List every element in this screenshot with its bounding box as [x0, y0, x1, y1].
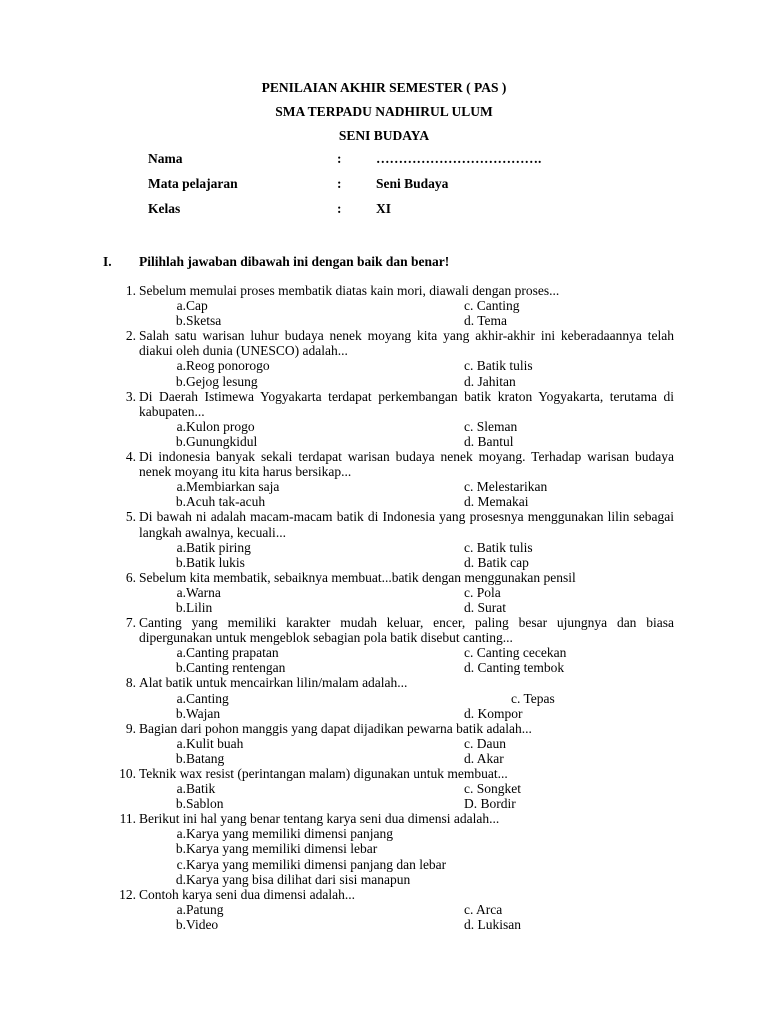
question-item	[0, 328, 768, 388]
answer-option	[162, 419, 255, 434]
option-letter: b.	[175, 554, 186, 570]
option-letter: d.	[175, 871, 186, 887]
answer-option	[464, 660, 564, 675]
option-text: Karya yang bisa dilihat dari sisi manapun	[186, 871, 411, 887]
option-row	[0, 902, 768, 917]
option-letter: b.	[175, 705, 186, 721]
info-colon: :	[337, 201, 342, 216]
question-text: Salah satu warisan luhur budaya nenek moyang kita yang akhir-akhir ini keberadaannya telah diakui oleh dunia (UNESCO) adalah...	[139, 328, 674, 359]
option-row	[0, 374, 768, 389]
question-number: 8.	[125, 675, 136, 691]
answer-option	[464, 494, 528, 509]
answer-option	[162, 555, 245, 570]
question-item	[0, 721, 768, 766]
option-text: Batik	[186, 781, 216, 797]
answer-option	[162, 298, 208, 313]
option-row	[0, 555, 768, 570]
option-letter: a.	[176, 539, 186, 555]
option-row	[0, 751, 768, 766]
question-list	[0, 283, 768, 932]
option-text: c. Batik tulis	[464, 358, 533, 374]
question-number: 1.	[125, 283, 136, 298]
answer-option	[464, 419, 517, 434]
question-number: 7.	[125, 615, 136, 631]
option-text: Batik piring	[186, 539, 251, 555]
question-item	[0, 675, 768, 720]
option-letter: b.	[175, 916, 186, 932]
answer-option	[162, 494, 265, 509]
option-row	[0, 645, 768, 660]
option-letter: b.	[175, 841, 186, 857]
option-letter: b.	[175, 373, 186, 389]
option-row	[0, 419, 768, 434]
answer-option	[162, 917, 218, 932]
option-text: Batik lukis	[186, 554, 245, 570]
answer-option	[162, 313, 221, 328]
question-item	[0, 887, 768, 932]
answer-option	[162, 540, 251, 555]
option-letter: a.	[176, 418, 186, 434]
question-item	[0, 389, 768, 449]
option-text: Sketsa	[186, 313, 222, 329]
info-label: Kelas	[148, 201, 181, 216]
option-text: d. Lukisan	[464, 916, 521, 932]
option-text: d. Akar	[464, 750, 504, 766]
option-letter: b.	[175, 796, 186, 812]
option-letter: b.	[175, 313, 186, 329]
question-text: Bagian dari pohon manggis yang dapat dijadikan pewarna batik adalah...	[139, 720, 532, 736]
question-item	[0, 570, 768, 615]
option-text: c. Arca	[464, 901, 503, 917]
subject-name: SENI BUDAYA	[338, 128, 430, 143]
answer-option	[162, 600, 212, 615]
option-text: Video	[186, 916, 219, 932]
option-row	[0, 826, 768, 841]
question-number: 11.	[119, 811, 136, 827]
option-text: Acuh tak-acuh	[186, 494, 266, 510]
answer-option	[162, 434, 257, 449]
option-text: Lilin	[186, 599, 213, 615]
option-letter: a.	[176, 584, 186, 600]
option-row	[0, 600, 768, 615]
option-text: c. Batik tulis	[464, 539, 533, 555]
info-colon: :	[337, 151, 342, 166]
option-text: Gejog lesung	[186, 373, 258, 389]
option-row	[0, 434, 768, 449]
question-text: Di bawah ni adalah macam-macam batik di Indonesia yang prosesnya menggunakan lilin sebagai langkah awalnya, kecuali...	[139, 509, 674, 540]
answer-option	[162, 706, 220, 721]
question-item	[0, 449, 768, 509]
question-text: Canting yang memiliki karakter mudah keluar, encer, paling besar ujungnya dan biasa dipergunakan untuk mengeblok sebagian pola batik disebut canting...	[139, 615, 674, 646]
section-number: I.	[103, 254, 112, 269]
option-text: c. Pola	[464, 584, 501, 600]
option-letter: a.	[176, 826, 186, 842]
question-text: Teknik wax resist (perintangan malam) digunakan untuk membuat...	[139, 766, 508, 781]
option-text: Kulit buah	[186, 735, 244, 751]
answer-option	[162, 691, 229, 706]
question-text: Di indonesia banyak sekali terdapat warisan budaya nenek moyang. Terhadap warisan budaya nenek moyang itu kita harus bersikap...	[139, 449, 674, 480]
answer-option	[162, 826, 393, 841]
answer-option	[511, 691, 555, 706]
answer-option	[162, 902, 224, 917]
question-number: 10.	[119, 766, 136, 781]
option-row	[0, 841, 768, 856]
answer-option	[464, 298, 520, 313]
question-item	[0, 283, 768, 328]
option-text: c. Canting cecekan	[464, 645, 567, 661]
answer-option	[162, 736, 243, 751]
option-row	[0, 298, 768, 313]
option-text: Cap	[186, 298, 208, 314]
option-letter: b.	[175, 494, 186, 510]
answer-option	[162, 585, 221, 600]
answer-option	[464, 479, 547, 494]
option-text: Canting prapatan	[186, 645, 279, 661]
option-text: Warna	[186, 584, 221, 600]
option-text: Batang	[186, 750, 225, 766]
question-text: Sebelum memulai proses membatik diatas kain mori, diawali dengan proses...	[139, 283, 560, 298]
option-text: Kulon progo	[186, 418, 255, 434]
answer-option	[162, 358, 270, 373]
question-number: 9.	[125, 720, 136, 736]
option-row	[0, 917, 768, 932]
option-text: Patung	[186, 901, 224, 917]
exam-title: PENILAIAN AKHIR SEMESTER ( PAS )	[261, 80, 507, 95]
option-text: Canting	[186, 690, 229, 706]
answer-option	[162, 781, 215, 796]
option-letter: a.	[176, 298, 186, 314]
answer-option	[464, 781, 521, 796]
info-label: Mata pelajaran	[148, 176, 238, 191]
answer-option	[464, 902, 502, 917]
question-text: Sebelum kita membatik, sebaiknya membuat...batik dengan menggunakan pensil	[139, 569, 576, 585]
info-colon: :	[337, 176, 342, 191]
question-item	[0, 766, 768, 811]
option-text: d. Batik cap	[464, 554, 529, 570]
info-value: XI	[376, 201, 392, 216]
question-number: 5.	[125, 509, 136, 525]
answer-option	[162, 374, 258, 389]
option-row	[0, 585, 768, 600]
option-text: Gunungkidul	[186, 433, 258, 449]
question-text: Contoh karya seni dua dimensi adalah...	[139, 886, 355, 902]
option-text: Canting rentengan	[186, 660, 286, 676]
option-row	[0, 313, 768, 328]
question-number: 4.	[125, 449, 136, 465]
school-name: SMA TERPADU NADHIRUL ULUM	[275, 104, 493, 119]
option-row	[0, 540, 768, 555]
option-row	[0, 781, 768, 796]
option-row	[0, 736, 768, 751]
option-text: c. Sleman	[464, 418, 518, 434]
answer-option	[162, 660, 285, 675]
answer-option	[464, 585, 501, 600]
option-text: Reog ponorogo	[186, 358, 270, 374]
option-text: d. Memakai	[464, 494, 529, 510]
question-item	[0, 615, 768, 675]
option-letter: a.	[176, 901, 186, 917]
option-text: Karya yang memiliki dimensi panjang dan lebar	[186, 856, 447, 872]
option-text: d. Canting tembok	[464, 660, 565, 676]
option-row	[0, 479, 768, 494]
answer-option	[464, 358, 533, 373]
answer-option	[162, 796, 224, 811]
option-text: c. Daun	[464, 735, 506, 751]
answer-option	[464, 434, 514, 449]
option-text: c. Canting	[464, 298, 520, 314]
option-letter: a.	[176, 781, 186, 797]
answer-option	[162, 751, 224, 766]
question-number: 12.	[119, 886, 136, 902]
option-row	[0, 660, 768, 675]
answer-option	[464, 600, 506, 615]
option-text: Wajan	[186, 705, 221, 721]
option-letter: b.	[175, 750, 186, 766]
info-label: Nama	[148, 151, 183, 166]
option-text: Sablon	[186, 796, 224, 812]
question-text: Berikut ini hal yang benar tentang karya seni dua dimensi adalah...	[139, 811, 500, 827]
option-text: d. Jahitan	[464, 373, 516, 389]
option-text: c. Melestarikan	[464, 479, 548, 495]
question-number: 6.	[125, 569, 136, 585]
answer-option	[162, 841, 377, 856]
question-text: Alat batik untuk mencairkan lilin/malam adalah...	[139, 675, 408, 691]
option-text: d. Kompor	[464, 705, 523, 721]
option-text: d. Bantul	[464, 433, 514, 449]
answer-option	[464, 313, 507, 328]
option-row	[0, 358, 768, 373]
option-letter: a.	[176, 479, 186, 495]
question-text: Di Daerah Istimewa Yogyakarta terdapat perkembangan batik kraton Yogyakarta, terutama di kabupaten...	[139, 388, 674, 419]
option-text: c. Tepas	[511, 690, 555, 706]
option-row	[0, 706, 768, 721]
answer-option	[464, 796, 516, 811]
option-row	[0, 872, 768, 887]
option-letter: a.	[176, 690, 186, 706]
option-text: Karya yang memiliki dimensi lebar	[186, 841, 378, 857]
question-item	[0, 811, 768, 886]
answer-option	[162, 645, 279, 660]
option-text: c. Songket	[464, 781, 521, 797]
info-value: Seni Budaya	[376, 176, 449, 191]
option-row	[0, 857, 768, 872]
option-letter: a.	[176, 358, 186, 374]
option-row	[0, 796, 768, 811]
section-instruction: Pilihlah jawaban dibawah ini dengan baik dan benar!	[139, 254, 450, 269]
option-letter: b.	[175, 433, 186, 449]
answer-option	[464, 540, 533, 555]
answer-option	[464, 706, 523, 721]
question-number: 2.	[125, 328, 136, 344]
option-text: d. Tema	[464, 313, 508, 329]
answer-option	[464, 645, 566, 660]
answer-option	[464, 374, 516, 389]
answer-option	[464, 555, 529, 570]
answer-option	[162, 857, 446, 872]
option-row	[0, 691, 768, 706]
option-text: d. Surat	[464, 599, 506, 615]
option-row	[0, 494, 768, 509]
answer-option	[162, 872, 410, 887]
answer-option	[464, 917, 521, 932]
option-letter: a.	[176, 645, 186, 661]
option-letter: b.	[175, 660, 186, 676]
option-letter: b.	[175, 599, 186, 615]
question-item	[0, 509, 768, 569]
info-value: ……………………………….	[376, 151, 542, 166]
question-number: 3.	[125, 388, 136, 404]
option-text: Karya yang memiliki dimensi panjang	[186, 826, 393, 842]
option-letter: a.	[176, 735, 186, 751]
option-letter: c.	[176, 856, 186, 872]
answer-option	[464, 751, 504, 766]
answer-option	[162, 479, 279, 494]
option-text: D. Bordir	[464, 796, 516, 812]
option-text: Membiarkan saja	[186, 479, 280, 495]
answer-option	[464, 736, 506, 751]
